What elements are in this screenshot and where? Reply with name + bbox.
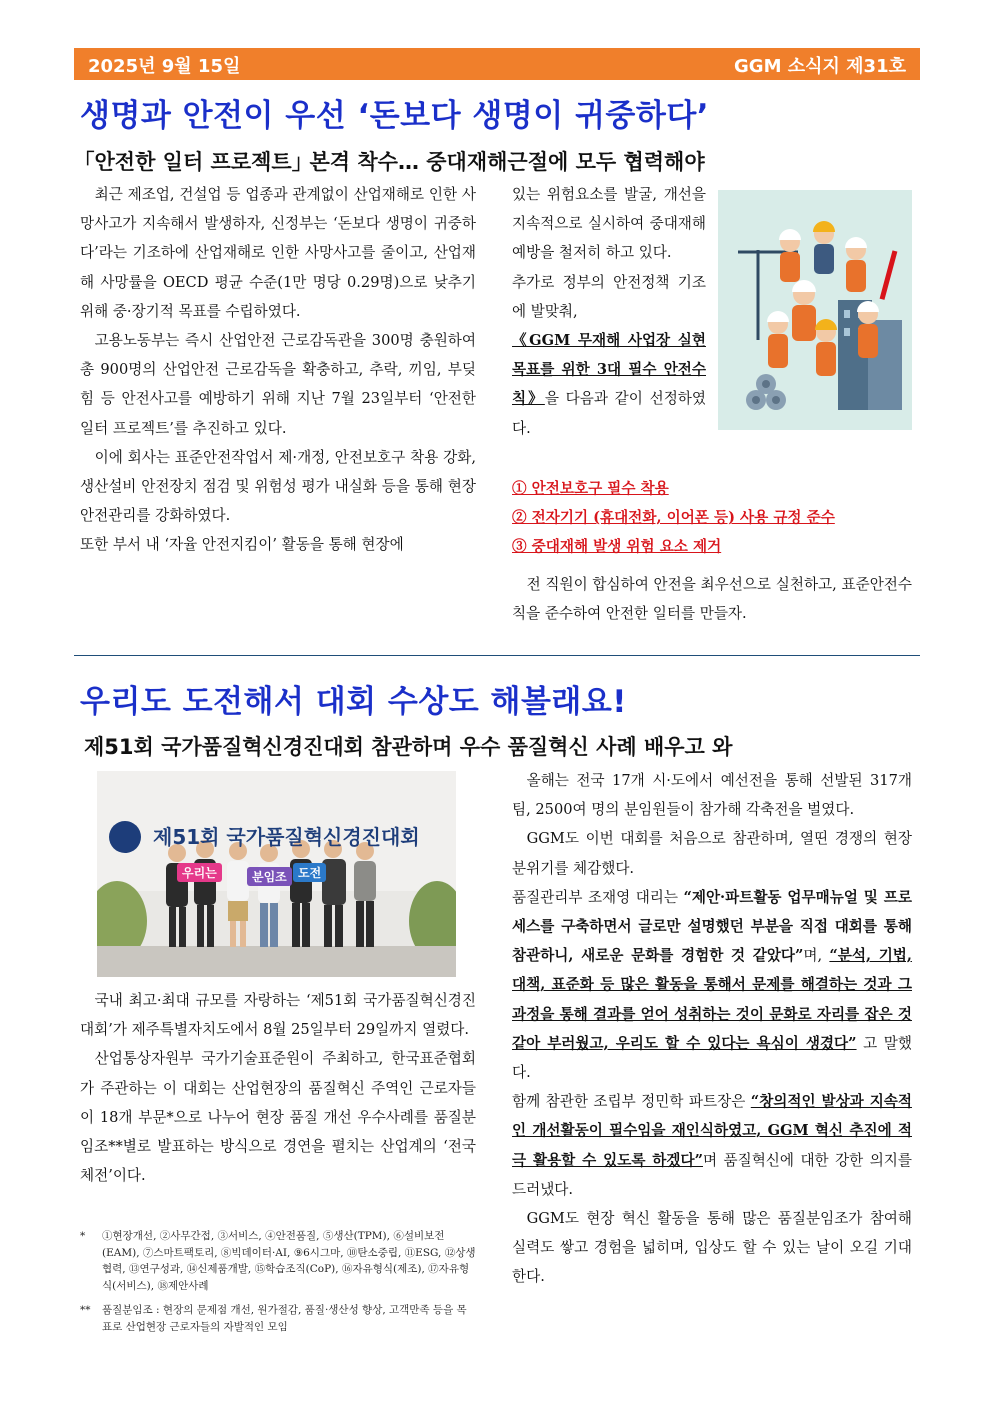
paragraph: 있는 위험요소를 발굴, 개선을 지속적으로 실시하여 중대재해 예방을 철저히 하고 있다. [512,186,706,262]
article1-subtitle: ｢안전한 일터 프로젝트｣ 본격 착수… 중대재해근절에 모두 협력해야 [84,150,705,174]
article1-title: 생명과 안전이 우선 ‘돈보다 생명이 귀중하다’ [80,98,710,134]
safety-rule-item: ① 안전보호구 필수 착용 [512,480,669,497]
paragraph: 또한 부서 내 ‘자율 안전지킴이’ 활동을 통해 현장에 [80,536,404,554]
quote: “제안·파트활동 업무매뉴얼 및 프로세스를 구축하면서 글로만 설명했던 부분을 직접 대회를 통해 참관하니, 새로운 문화를 경험한 것 같았다” [512,888,912,965]
photo-sign: 우리는 [177,863,222,882]
article2-title: 우리도 도전해서 대회 수상도 해볼래요! [80,684,627,720]
article2-subtitle: 제51회 국가품질혁신경진대회 참관하며 우수 품질혁신 사례 배우고 와 [84,735,733,759]
paragraph: 며 품질혁신에 대한 강한 의지를 드러냈다. [512,1151,912,1198]
safety-workers-illustration [718,190,912,430]
paragraph: 며, [803,947,830,965]
article2-right-column [512,766,912,1292]
competition-group-photo [97,771,456,977]
paragraph: 함께 참관한 조립부 정민학 파트장은 [512,1093,751,1111]
photo-sign: 도전 [293,863,326,882]
paragraph: 추가로 정부의 안전정책 기조에 발맞춰, [512,273,706,320]
paragraph: 올해는 전국 17개 시·도에서 예선전을 통해 선발된 317개 팀, 2500여 명의 분임원들이 참가해 각축전을 벌였다. [512,772,912,819]
paragraph: 최근 제조업, 건설업 등 업종과 관계없이 산업재해로 인한 사망사고가 지속해서 발생하자, 신정부는 ‘돈보다 생명이 귀중하다’라는 기조하에 산업재해로 인한 사망사고를 줄이고, 산업재해 사망률을 OECD 평균 수준(1만 명당 0.29명)으로 낮추기 위해 중·장기적 목표를 수립하였다. [80,186,476,320]
paragraph: 산업통상자원부 국가기술표준원이 주최하고, 한국표준협회가 주관하는 이 대회는 산업현장의 품질혁신 주역인 근로자들이 18개 부문*으로 나누어 현장 품질 개선 우수사례를 품질분임조**별로 발표하는 방식으로 경연을 펼치는 산업계의 ‘전국체전’이다. [80,1050,476,1185]
safety-rules-list [512,474,912,628]
quote: “분석, 기법, 대책, 표준화 등 많은 활동을 통해서 문제를 해결하는 것과 그 과정을 통해 결과를 얻어 성취하는 것이 문화로 자리를 잡은 것 같아 부러웠고, 우리도 할 수 있다는 욕심이 생겼다” [512,947,912,1052]
article1-left-column [80,180,476,560]
footnotes [80,1228,476,1335]
paragraph: 전 직원이 합심하여 안전을 최우선으로 실천하고, 표준안전수칙을 준수하여 안전한 일터를 만들자. [512,575,912,622]
footnote-text: ①현장개선, ②사무간접, ③서비스, ④안전품질, ⑤생산(TPM), ⑥설비보전(EAM), ⑦스마트팩토리, ⑧빅데이터·AI, ⑨6시그마, ⑩탄소중립, ⑪ESG, ⑫상생협력, ⑬연구성과, ⑭신제품개발, ⑮학습조직(CoP), ⑯자유형식(제조), ⑰자유형식(서비스), ⑱제안사례 [102,1230,476,1292]
photo-sign: 분임조 [247,867,292,886]
footnote-mark: * [80,1230,86,1242]
paragraph: 품질관리부 조재영 대리는 [512,888,684,906]
section-divider [74,655,920,656]
photo-banner-text: 제51회 국가품질혁신경진대회 [153,825,420,849]
quote: “창의적인 발상과 지속적인 개선활동이 필수임을 재인식하였고, GGM 혁신 추진에 적극 활용할 수 있도록 하겠다” [512,1093,912,1169]
article1-right-column-top [512,180,706,443]
footnote-text: 품질분임조 : 현장의 문제점 개선, 원가절감, 품질·생산성 향상, 고객만족 등을 목표로 산업현장 근로자들의 자발적인 모임 [102,1304,467,1333]
paragraph: 고 말했다. [512,1034,912,1082]
header-bar [74,48,920,80]
safety-rule-item: ③ 중대재해 발생 위험 요소 제거 [512,538,722,556]
safety-rules-heading: 《GGM 무재해 사업장 실현 목표를 위한 3대 필수 안전수칙》 [512,332,706,408]
safety-rule-item: ② 전자기기 (휴대전화, 이어폰 등) 사용 규정 준수 [512,509,835,527]
paragraph: 고용노동부는 즉시 산업안전 근로감독관을 300명 충원하여 총 900명의 산업안전 근로감독을 확충하고, 추락, 끼임, 부딪힘 등 안전사고를 예방하기 위해 지난 7월 23일부터 ‘안전한 일터 프로젝트’를 추진하고 있다. [80,332,476,437]
issue-date: 2025년 9월 15일 [88,56,241,77]
paragraph: 이에 회사는 표준안전작업서 제·개정, 안전보호구 착용 강화, 생산설비 안전장치 점검 및 위험성 평가 내실화 등을 통해 현장 안전관리를 강화하였다. [80,448,476,525]
footnote-mark: ** [80,1304,91,1316]
paragraph: 국내 최고·최대 규모를 자랑하는 ‘제51회 국가품질혁신경진대회’가 제주특별자치도에서 8월 25일부터 29일까지 열렸다. [80,992,476,1039]
paragraph: 을 다음과 같이 선정하였다. [512,390,706,437]
paragraph: GGM도 이번 대회를 처음으로 참관하며, 열띤 경쟁의 현장 분위기를 체감했다. [512,830,912,877]
issue-number: GGM 소식지 제31호 [734,56,906,77]
article2-left-column [80,986,476,1190]
paragraph: GGM도 현장 혁신 활동을 통해 많은 품질분임조가 참여해 실력도 쌓고 경험을 넓히며, 입상도 할 수 있는 날이 오길 기대한다. [512,1210,912,1286]
